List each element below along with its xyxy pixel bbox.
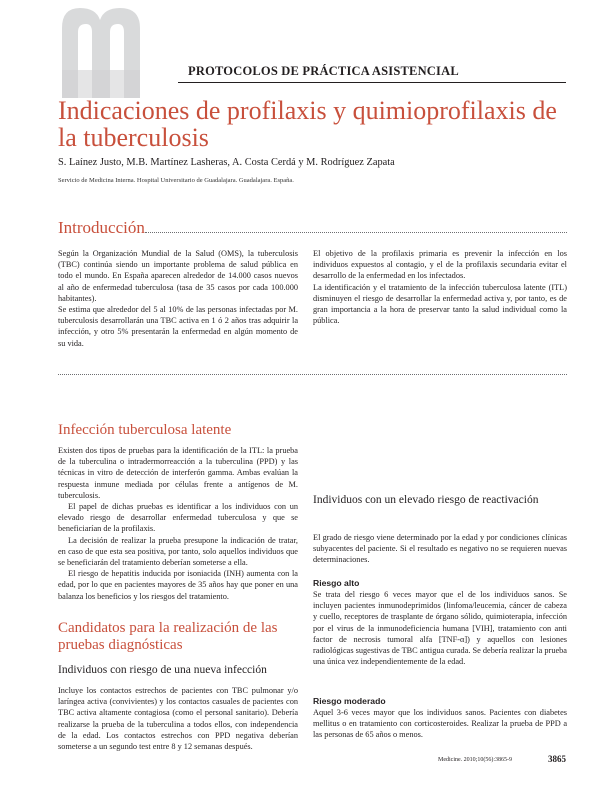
nueva-infeccion-heading: Individuos con riesgo de una nueva infección — [58, 664, 267, 676]
introduccion-heading: Introducción — [58, 218, 145, 237]
riesgo-alto-label: Riesgo alto — [313, 578, 360, 588]
article-authors: S. Laínez Justo, M.B. Martínez Lasheras, A. Costa Cerdá y M. Rodríguez Zapata — [58, 157, 395, 168]
journal-logo — [0, 0, 160, 98]
paragraph: La identificación y el tratamiento de la infección tuberculosa latente (ITL) disminuyen el riesgo de desarrollar la enfermedad activa y, por tanto, es de gran importancia a la hora de preservar tanto la salud individual como la pública. — [313, 282, 567, 326]
infeccion-body — [58, 445, 298, 602]
section-label: PROTOCOLOS DE PRÁCTICA ASISTENCIAL — [188, 64, 459, 78]
reactivacion-heading: Individuos con un elevado riesgo de reactivación — [313, 494, 539, 506]
page-number: 3865 — [548, 754, 566, 764]
nueva-infeccion-body — [58, 685, 298, 752]
logo-shadow — [62, 70, 140, 98]
introduccion-rule — [145, 232, 567, 233]
article-title: Indicaciones de profilaxis y quimioprofilaxis de la tuberculosis — [58, 96, 557, 152]
riesgo-moderado-body — [313, 707, 567, 741]
riesgo-alto-body — [313, 589, 567, 667]
riesgo-moderado-label: Riesgo moderado — [313, 696, 386, 706]
paragraph: El grado de riesgo viene determinado por la edad y por condiciones clínicas subyacentes del paciente. Si el resultado es negativo no se requieren nuevas determinaciones. — [313, 533, 567, 565]
paragraph: Incluye los contactos estrechos de pacientes con TBC pulmonar y/o laríngea activa (convivientes) y los contactos casuales de pacientes con TBC activa altamente contagiosa (como el personal sanitario). Debería realizarse la prueba de la tuberculina a todos ellos, con independencia de la edad. Los contactos estrechos con PPD negativa deberían someterse a un segundo test entre 8 y 12 semanas después. — [58, 686, 298, 752]
reactivacion-body — [313, 532, 567, 566]
paragraph: Aquel 3-6 veces mayor que los individuos sanos. Pacientes con diabetes mellitus o en tratamiento con corticosteroides. Realizar la prueba de PPD a las personas de 65 años o menos. — [313, 708, 567, 740]
paragraph: Se estima que alrededor del 5 al 10% de las personas infectadas por M. tuberculosis desarrollarán una TBC activa en 1 ó 2 años tras adquirir la infección, y otro 5% presentarán la enfermedad en algún momento de su vida. — [58, 305, 298, 348]
paragraph: Se trata del riesgo 6 veces mayor que el de los individuos sanos. Se incluyen pacientes inmunodeprimidos (linfoma/leucemia, cáncer de cabeza y cuello, receptores de trasplante de órgano sólido, quimioterapia, infección por el virus de la inmunodeficiencia humana [VIH], tratamiento con anti factor de necrosis tumoral alfa [TNF-α]) y aquellos con lesiones radiológicas sugestivas de TBC antigua curada. Se debería realizar la prueba una única vez independientemente de la edad. — [313, 590, 567, 667]
paragraph: La decisión de realizar la prueba presupone la indicación de tratar, en caso de que esta sea positiva, por tanto, solo aquellos individuos que se beneficiarán del tratamiento deberían someterse a ella. — [58, 535, 298, 568]
introduccion-left-column — [58, 248, 298, 349]
section-separator — [58, 374, 567, 375]
infeccion-heading: Infección tuberculosa latente — [58, 422, 232, 438]
paragraph: Existen dos tipos de pruebas para la identificación de la ITL: la prueba de la tuberculina o intradermorreacción a la tuberculina (PPD) y las técnicas in vitro de detección de interferón gamma. Ambas evalúan la respuesta inmune mediada por células frente a antígenos de M. tuberculosis. — [58, 446, 298, 500]
candidatos-heading: Candidatos para la realización de las pruebas diagnósticas — [58, 620, 278, 653]
article-affiliation: Servicio de Medicina Interna. Hospital Universitario de Guadalajara. Guadalajara. España. — [58, 177, 294, 184]
header-rule — [178, 82, 566, 83]
paragraph: El objetivo de la profilaxis primaria es prevenir la infección en los individuos expuestos al contagio, y el de la profilaxis secundaria evitar el desarrollo de la enfermedad en los infectados. — [313, 249, 567, 281]
paragraph: El papel de dichas pruebas es identificar a los individuos con un elevado riesgo de desarrollar enfermedad tuberculosa y que se beneficiarían de la profilaxis. — [58, 502, 298, 534]
footer-citation: Medicine. 2010;10(56):3865-9 — [438, 757, 512, 763]
paragraph: El riesgo de hepatitis inducida por isoniacida (INH) aumenta con la edad, por lo que en pacientes mayores de 35 años hay que poner en una balanza los beneficios y los riesgos del tratamiento. — [58, 569, 298, 601]
introduccion-right-column — [313, 248, 567, 326]
paragraph: Según la Organización Mundial de la Salud (OMS), la tuberculosis (TBC) continúa siendo un importante problema de salud pública en todo el mundo. En España aparecen alrededor de 14.000 casos nuevos al año de enfermedad tuberculosa (tasa de 35 casos por cada 100.000 habitantes). — [58, 249, 298, 303]
